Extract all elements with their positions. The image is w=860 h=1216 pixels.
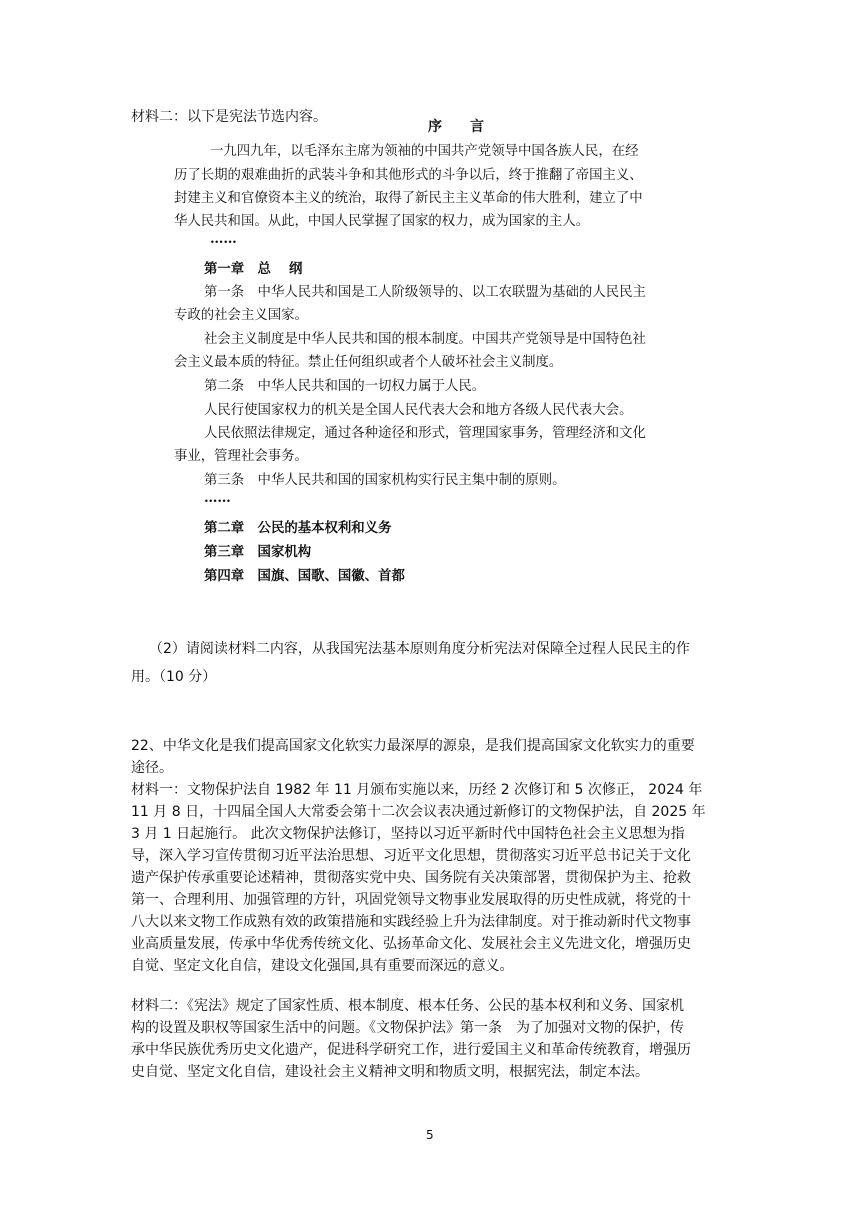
material1-line: 3 月 1 日起施行。 此次文物保护法修订，坚持以习近平新时代中国特色社会主义思想为指 [131, 826, 685, 842]
chapter1-line: 第三条 中华人民共和国的国家机构实行民主集中制的原则。 [204, 473, 566, 488]
page-number: 5 [426, 1128, 434, 1142]
question-22-line: 途径。 [131, 760, 173, 776]
preamble-line: 历了长期的艰难曲折的武装斗争和其他形式的斗争以后，终于推翻了帝国主义、 [174, 168, 643, 183]
question-22-line: 22、中华文化是我们提高国家文化软实力最深厚的源泉，是我们提高国家文化软实力的重要 [131, 738, 695, 754]
preamble-title: 序 言 [428, 119, 484, 135]
material2-line: 承中华民族优秀历史文化遗产，促进科学研究工作，进行爱国主义和革命传统教育，增强历 [131, 1042, 691, 1058]
chapter1-line: 人民行使国家权力的机关是全国人民代表大会和地方各级人民代表大会。 [204, 403, 633, 418]
material1-line: 材料一：文物保护法自 1982 年 11 月颁布实施以来，历经 2 次修订和 5 次修正， 2024 年 [131, 782, 703, 798]
material1-line: 遗产保护传承重要论述精神，贯彻落实党中央、国务院有关决策部署，贯彻保护为主、抢救 [131, 870, 691, 886]
question-2-line: 用。（10 分） [131, 669, 217, 685]
chapter1-line: 第一条 中华人民共和国是工人阶级领导的、以工农联盟为基础的人民民主 [204, 285, 646, 300]
material2-line: 构的设置及职权等国家生活中的问题。《文物保护法》第一条 为了加强对文物的保护，传 [131, 1020, 684, 1036]
material2-line: 材料二：《宪法》规定了国家性质、根本制度、根本任务、公民的基本权利和义务、国家机 [131, 998, 684, 1014]
chapter-heading: 第二章 公民的基本权利和义务 [204, 520, 392, 536]
preamble-line: 封建主义和官僚资本主义的统治，取得了新民主主义革命的伟大胜利，建立了中 [174, 191, 643, 206]
material2-line: 史自觉、坚定文化自信，建设社会主义精神文明和物质文明，根据宪法，制定本法。 [131, 1064, 649, 1080]
material2-intro: 材料二：以下是宪法节选内容。 [131, 109, 327, 125]
preamble-ellipsis: …… [210, 231, 237, 247]
chapter-heading: 第四章 国旗、国歌、国徽、首都 [204, 568, 405, 584]
preamble-line: 华人民共和国。从此，中国人民掌握了国家的权力，成为国家的主人。 [174, 214, 590, 229]
chapter1-line: 会主义最本质的特征。禁止任何组织或者个人破坏社会主义制度。 [174, 355, 563, 370]
material1-line: 导，深入学习宣传贯彻习近平法治思想、习近平文化思想，贯彻落实习近平总书记关于文化 [131, 848, 691, 864]
chapter-heading: 第三章 国家机构 [204, 544, 312, 560]
material1-line: 11 月 8 日，十四届全国人大常委会第十二次会议表决通过新修订的文物保护法，自 2025 年 [131, 804, 706, 820]
chapter1-ellipsis: …… [204, 490, 231, 506]
chapter1-line: 专政的社会主义国家。 [174, 308, 308, 323]
material1-line: 自觉、坚定文化自信，建设文化强国,具有重要而深远的意义。 [131, 958, 514, 974]
chapter1-line: 第二条 中华人民共和国的一切权力属于人民。 [204, 379, 486, 394]
chapter1-line: 事业，管理社会事务。 [174, 449, 308, 464]
material1-line: 八大以来文物工作成熟有效的政策措施和实践经验上升为法律制度。对于推动新时代文物事 [131, 914, 691, 930]
chapter1-heading: 第一章 总 纲 [204, 261, 303, 277]
question-2-line: （2）请阅读材料二内容，从我国宪法基本原则角度分析宪法对保障全过程人民民主的作 [149, 641, 690, 657]
chapter1-line: 社会主义制度是中华人民共和国的根本制度。中国共产党领导是中国特色社 [204, 332, 646, 347]
chapter1-line: 人民依照法律规定，通过各种途径和形式，管理国家事务，管理经济和文化 [204, 426, 646, 441]
material1-line: 第一、合理利用、加强管理的方针，巩固党领导文物事业发展取得的历史性成就，将党的十 [131, 892, 691, 908]
preamble-line: 一九四九年，以毛泽东主席为领袖的中国共产党领导中国各族人民，在经 [210, 144, 639, 159]
material1-line: 业高质量发展，传承中华优秀传统文化、弘扬革命文化、发展社会主义先进文化，增强历史 [131, 936, 691, 952]
